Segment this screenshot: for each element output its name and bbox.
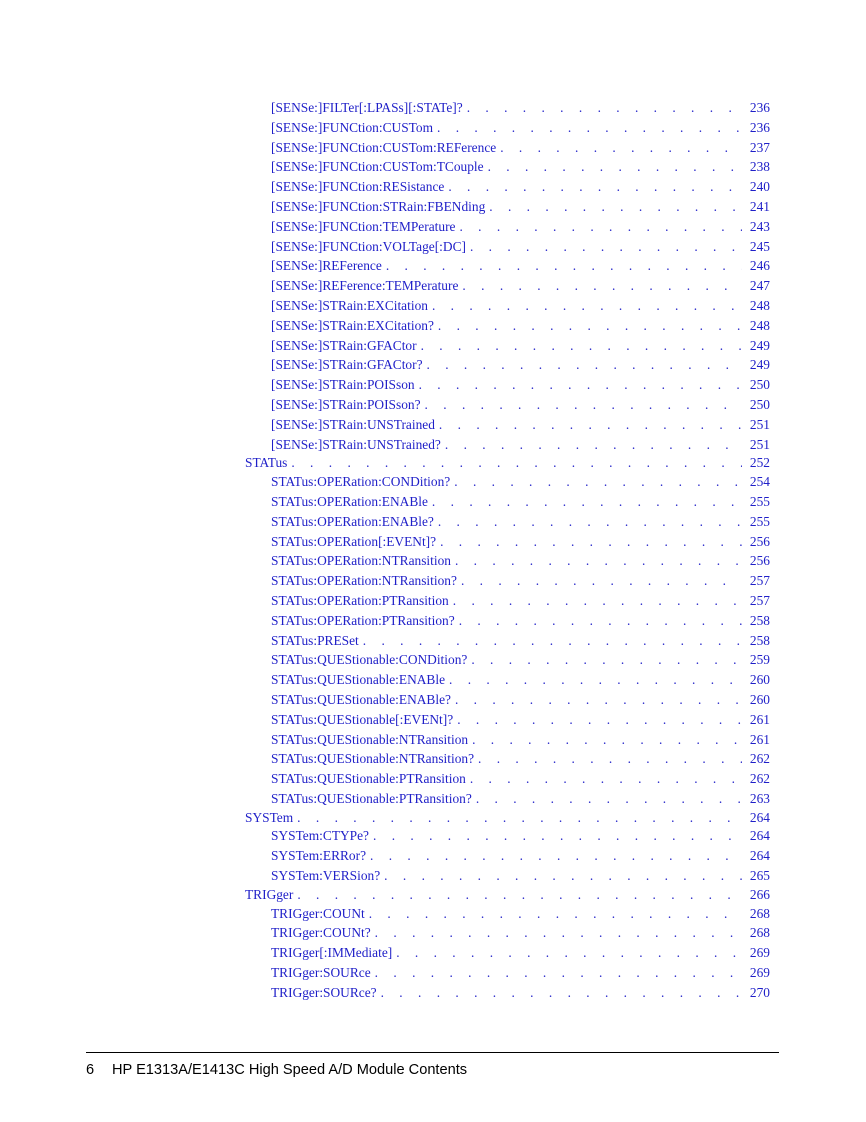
- toc-entry-page-number[interactable]: 240: [742, 177, 770, 197]
- dot-leader: [448, 177, 742, 197]
- dot-leader: [437, 118, 742, 138]
- toc-entry-title[interactable]: STATus:QUEStionable:ENABle: [271, 670, 449, 690]
- toc-entry-title[interactable]: [SENSe:]STRain:UNSTrained: [271, 415, 439, 435]
- dot-leader: [459, 217, 742, 237]
- toc-entry[interactable]: [0, 551, 866, 571]
- toc-entry-title[interactable]: SYSTem:CTYPe?: [271, 826, 373, 846]
- toc-entry-title[interactable]: STATus:QUEStionable:PTRansition?: [271, 789, 476, 809]
- toc-entry[interactable]: [0, 177, 866, 197]
- toc-entry-title[interactable]: [SENSe:]STRain:POISson: [271, 375, 419, 395]
- toc-entry-page-number[interactable]: 241: [742, 197, 770, 217]
- toc-entry-title[interactable]: TRIGger: [245, 886, 297, 904]
- toc-section-entry[interactable]: [0, 809, 866, 827]
- toc-entry-page-number[interactable]: 257: [742, 571, 770, 591]
- toc-entry-page-number[interactable]: 256: [742, 551, 770, 571]
- toc-entry[interactable]: [0, 826, 866, 846]
- dot-leader: [363, 631, 742, 651]
- dot-leader: [421, 336, 742, 356]
- toc-entry-title[interactable]: [SENSe:]STRain:GFACtor?: [271, 355, 427, 375]
- dot-leader: [488, 157, 742, 177]
- page-footer: [86, 1062, 467, 1078]
- toc-entry-page-number[interactable]: 255: [742, 512, 770, 532]
- toc-entry-title[interactable]: STATus:OPERation:NTRansition: [271, 551, 455, 571]
- toc-entry-page-number[interactable]: 261: [742, 710, 770, 730]
- toc-entry-page-number[interactable]: 257: [742, 591, 770, 611]
- toc-entry[interactable]: [0, 963, 866, 983]
- toc-entry-title[interactable]: [SENSe:]REFerence:TEMPerature: [271, 276, 462, 296]
- toc-entry-page-number[interactable]: 249: [742, 355, 770, 375]
- toc-entry-title[interactable]: STATus:QUEStionable:CONDition?: [271, 650, 471, 670]
- dot-leader: [455, 690, 742, 710]
- toc-entry-page-number[interactable]: 247: [742, 276, 770, 296]
- toc-entry[interactable]: [0, 923, 866, 943]
- toc-entry-page-number[interactable]: 268: [742, 904, 770, 924]
- dot-leader: [440, 532, 742, 552]
- toc-entry[interactable]: [0, 217, 866, 237]
- toc-entry-page-number[interactable]: 236: [742, 98, 770, 118]
- toc-entry-page-number[interactable]: 270: [742, 983, 770, 1003]
- toc-entry[interactable]: [0, 789, 866, 809]
- toc-entry-title[interactable]: [SENSe:]STRain:GFACtor: [271, 336, 421, 356]
- dot-leader: [375, 963, 742, 983]
- toc-entry-page-number[interactable]: 262: [742, 769, 770, 789]
- dot-leader: [384, 866, 742, 886]
- dot-leader: [453, 591, 742, 611]
- dot-leader: [297, 809, 742, 827]
- toc-entry-title[interactable]: STATus:OPERation[:EVENt]?: [271, 532, 440, 552]
- toc-entry-page-number[interactable]: 260: [742, 690, 770, 710]
- toc-entry-title[interactable]: STATus:OPERation:ENABle: [271, 492, 432, 512]
- toc-entry-title[interactable]: STATus:QUEStionable:NTRansition: [271, 730, 472, 750]
- dot-leader: [457, 710, 742, 730]
- toc-entry-page-number[interactable]: 250: [742, 395, 770, 415]
- dot-leader: [291, 454, 742, 472]
- toc-entry-page-number[interactable]: 256: [742, 532, 770, 552]
- toc-entry-page-number[interactable]: 258: [742, 631, 770, 651]
- dot-leader: [438, 316, 742, 336]
- toc-entry[interactable]: [0, 138, 866, 158]
- toc-entry-title[interactable]: TRIGger:COUNt: [271, 904, 369, 924]
- toc-entry-page-number[interactable]: 264: [742, 809, 770, 827]
- toc-entry-title[interactable]: STATus: [245, 454, 291, 472]
- toc-entry-page-number[interactable]: 245: [742, 237, 770, 257]
- toc-entry[interactable]: [0, 157, 866, 177]
- toc-entry-page-number[interactable]: 268: [742, 923, 770, 943]
- dot-leader: [471, 650, 742, 670]
- toc-entry[interactable]: [0, 983, 866, 1003]
- dot-leader: [489, 197, 742, 217]
- dot-leader: [396, 943, 742, 963]
- toc-entry[interactable]: [0, 395, 866, 415]
- toc-entry-title[interactable]: [SENSe:]STRain:EXCitation?: [271, 316, 438, 336]
- toc-entry-page-number[interactable]: 248: [742, 296, 770, 316]
- toc-entry-page-number[interactable]: 258: [742, 611, 770, 631]
- dot-leader: [445, 435, 742, 455]
- dot-leader: [459, 611, 742, 631]
- toc-entry-title[interactable]: [SENSe:]FUNCtion:TEMPerature: [271, 217, 459, 237]
- toc-entry-page-number[interactable]: 250: [742, 375, 770, 395]
- dot-leader: [470, 237, 742, 257]
- toc-entry-title[interactable]: [SENSe:]FUNCtion:RESistance: [271, 177, 448, 197]
- toc-entry[interactable]: [0, 355, 866, 375]
- toc-entry-page-number[interactable]: 263: [742, 789, 770, 809]
- toc-entry-title[interactable]: STATus:OPERation:PTRansition: [271, 591, 453, 611]
- toc-entry-page-number[interactable]: 238: [742, 157, 770, 177]
- toc-entry-title[interactable]: STATus:OPERation:CONDition?: [271, 472, 454, 492]
- toc-entry-title[interactable]: STATus:PRESet: [271, 631, 363, 651]
- toc-entry-title[interactable]: [SENSe:]STRain:EXCitation: [271, 296, 432, 316]
- toc-entry-title[interactable]: [SENSe:]STRain:POISson?: [271, 395, 425, 415]
- toc-entry[interactable]: [0, 532, 866, 552]
- toc-entry-title[interactable]: TRIGger:SOURce?: [271, 983, 381, 1003]
- toc-entry[interactable]: [0, 690, 866, 710]
- toc-entry-title[interactable]: STATus:QUEStionable:PTRansition: [271, 769, 470, 789]
- toc-entry[interactable]: [0, 904, 866, 924]
- footer-title: HP E1313A/E1413C High Speed A/D Module Contents: [112, 1062, 468, 1078]
- toc-entry-title[interactable]: [SENSe:]FILTer[:LPASs][:STATe]?: [271, 98, 467, 118]
- dot-leader: [467, 98, 742, 118]
- toc-entry-page-number[interactable]: 246: [742, 256, 770, 276]
- toc-entry-page-number[interactable]: 261: [742, 730, 770, 750]
- dot-leader: [373, 826, 742, 846]
- toc-entry[interactable]: [0, 730, 866, 750]
- toc-entry[interactable]: [0, 512, 866, 532]
- dot-leader: [432, 296, 742, 316]
- toc-entry-title[interactable]: TRIGger[:IMMediate]: [271, 943, 396, 963]
- dot-leader: [455, 551, 742, 571]
- dot-leader: [476, 789, 742, 809]
- toc-entry[interactable]: [0, 846, 866, 866]
- toc-entry-page-number[interactable]: 254: [742, 472, 770, 492]
- toc-entry-page-number[interactable]: 249: [742, 336, 770, 356]
- toc-entry[interactable]: [0, 943, 866, 963]
- toc-entry[interactable]: [0, 375, 866, 395]
- toc-entry[interactable]: [0, 435, 866, 455]
- toc-entry-page-number[interactable]: 255: [742, 492, 770, 512]
- toc-entry-title[interactable]: STATus:QUEStionable:NTRansition?: [271, 749, 478, 769]
- dot-leader: [369, 904, 742, 924]
- toc-entry-title[interactable]: STATus:QUEStionable:ENABle?: [271, 690, 455, 710]
- toc-entry-page-number[interactable]: 237: [742, 138, 770, 158]
- toc-entry-page-number[interactable]: 269: [742, 943, 770, 963]
- toc-entry-page-number[interactable]: 264: [742, 826, 770, 846]
- toc-entry[interactable]: [0, 749, 866, 769]
- toc-entry[interactable]: [0, 769, 866, 789]
- toc-entry-title[interactable]: STATus:OPERation:PTRansition?: [271, 611, 459, 631]
- toc-entry[interactable]: [0, 611, 866, 631]
- toc-entry-page-number[interactable]: 251: [742, 415, 770, 435]
- dot-leader: [381, 983, 742, 1003]
- toc-entry[interactable]: [0, 316, 866, 336]
- dot-leader: [297, 886, 742, 904]
- toc-entry[interactable]: [0, 492, 866, 512]
- toc-entry[interactable]: [0, 256, 866, 276]
- dot-leader: [478, 749, 742, 769]
- toc-entry[interactable]: [0, 237, 866, 257]
- toc-entry[interactable]: [0, 98, 866, 118]
- toc-entry-title[interactable]: STATus:OPERation:NTRansition?: [271, 571, 461, 591]
- dot-leader: [439, 415, 742, 435]
- toc-entry-page-number[interactable]: 265: [742, 866, 770, 886]
- toc-entry[interactable]: [0, 866, 866, 886]
- toc-entry-page-number[interactable]: 248: [742, 316, 770, 336]
- dot-leader: [470, 769, 742, 789]
- dot-leader: [375, 923, 742, 943]
- toc-entry[interactable]: [0, 415, 866, 435]
- dot-leader: [500, 138, 742, 158]
- toc-entry-page-number[interactable]: 236: [742, 118, 770, 138]
- dot-leader: [432, 492, 742, 512]
- toc-entry[interactable]: [0, 197, 866, 217]
- toc-entry[interactable]: [0, 472, 866, 492]
- dot-leader: [462, 276, 742, 296]
- toc-entry-title[interactable]: [SENSe:]REFerence: [271, 256, 386, 276]
- toc-entry-page-number[interactable]: 251: [742, 435, 770, 455]
- toc-entry-title[interactable]: TRIGger:SOURce: [271, 963, 375, 983]
- toc-entry-page-number[interactable]: 260: [742, 670, 770, 690]
- toc-entry[interactable]: [0, 276, 866, 296]
- toc-entry-page-number[interactable]: 262: [742, 749, 770, 769]
- toc-entry-title[interactable]: SYSTem: [245, 809, 297, 827]
- toc-entry-title[interactable]: STATus:QUEStionable[:EVENt]?: [271, 710, 457, 730]
- dot-leader: [419, 375, 742, 395]
- toc-entry-title[interactable]: [SENSe:]FUNCtion:CUSTom: [271, 118, 437, 138]
- toc-entry-page-number[interactable]: 264: [742, 846, 770, 866]
- toc-entry[interactable]: [0, 710, 866, 730]
- toc-entry[interactable]: [0, 118, 866, 138]
- toc-entry-title[interactable]: [SENSe:]FUNCtion:VOLTage[:DC]: [271, 237, 470, 257]
- toc-entry-page-number[interactable]: 269: [742, 963, 770, 983]
- dot-leader: [386, 256, 742, 276]
- dot-leader: [454, 472, 742, 492]
- dot-leader: [438, 512, 742, 532]
- toc-entry-title[interactable]: SYSTem:VERSion?: [271, 866, 384, 886]
- toc-entry[interactable]: [0, 631, 866, 651]
- toc-entry-page-number[interactable]: 252: [742, 454, 770, 472]
- toc-entry-title[interactable]: SYSTem:ERRor?: [271, 846, 370, 866]
- footer-page-number: 6: [86, 1062, 95, 1078]
- toc-entry-title[interactable]: [SENSe:]FUNCtion:STRain:FBENding: [271, 197, 489, 217]
- toc-entry-title[interactable]: [SENSe:]FUNCtion:CUSTom:TCouple: [271, 157, 488, 177]
- toc-entry[interactable]: [0, 670, 866, 690]
- toc-entry[interactable]: [0, 571, 866, 591]
- table-of-contents: [0, 98, 866, 1003]
- dot-leader: [472, 730, 742, 750]
- footer-divider: [86, 1052, 779, 1053]
- toc-entry[interactable]: [0, 650, 866, 670]
- dot-leader: [427, 355, 742, 375]
- toc-entry-page-number[interactable]: 259: [742, 650, 770, 670]
- toc-entry-title[interactable]: [SENSe:]FUNCtion:CUSTom:REFerence: [271, 138, 500, 158]
- dot-leader: [449, 670, 742, 690]
- toc-entry[interactable]: [0, 591, 866, 611]
- toc-entry-title[interactable]: TRIGger:COUNt?: [271, 923, 375, 943]
- toc-entry[interactable]: [0, 336, 866, 356]
- dot-leader: [425, 395, 742, 415]
- dot-leader: [370, 846, 742, 866]
- toc-section-entry[interactable]: [0, 454, 866, 472]
- toc-entry-title[interactable]: [SENSe:]STRain:UNSTrained?: [271, 435, 445, 455]
- toc-section-entry[interactable]: [0, 886, 866, 904]
- toc-entry-title[interactable]: STATus:OPERation:ENABle?: [271, 512, 438, 532]
- toc-entry-page-number[interactable]: 243: [742, 217, 770, 237]
- dot-leader: [461, 571, 742, 591]
- toc-entry[interactable]: [0, 296, 866, 316]
- toc-entry-page-number[interactable]: 266: [742, 886, 770, 904]
